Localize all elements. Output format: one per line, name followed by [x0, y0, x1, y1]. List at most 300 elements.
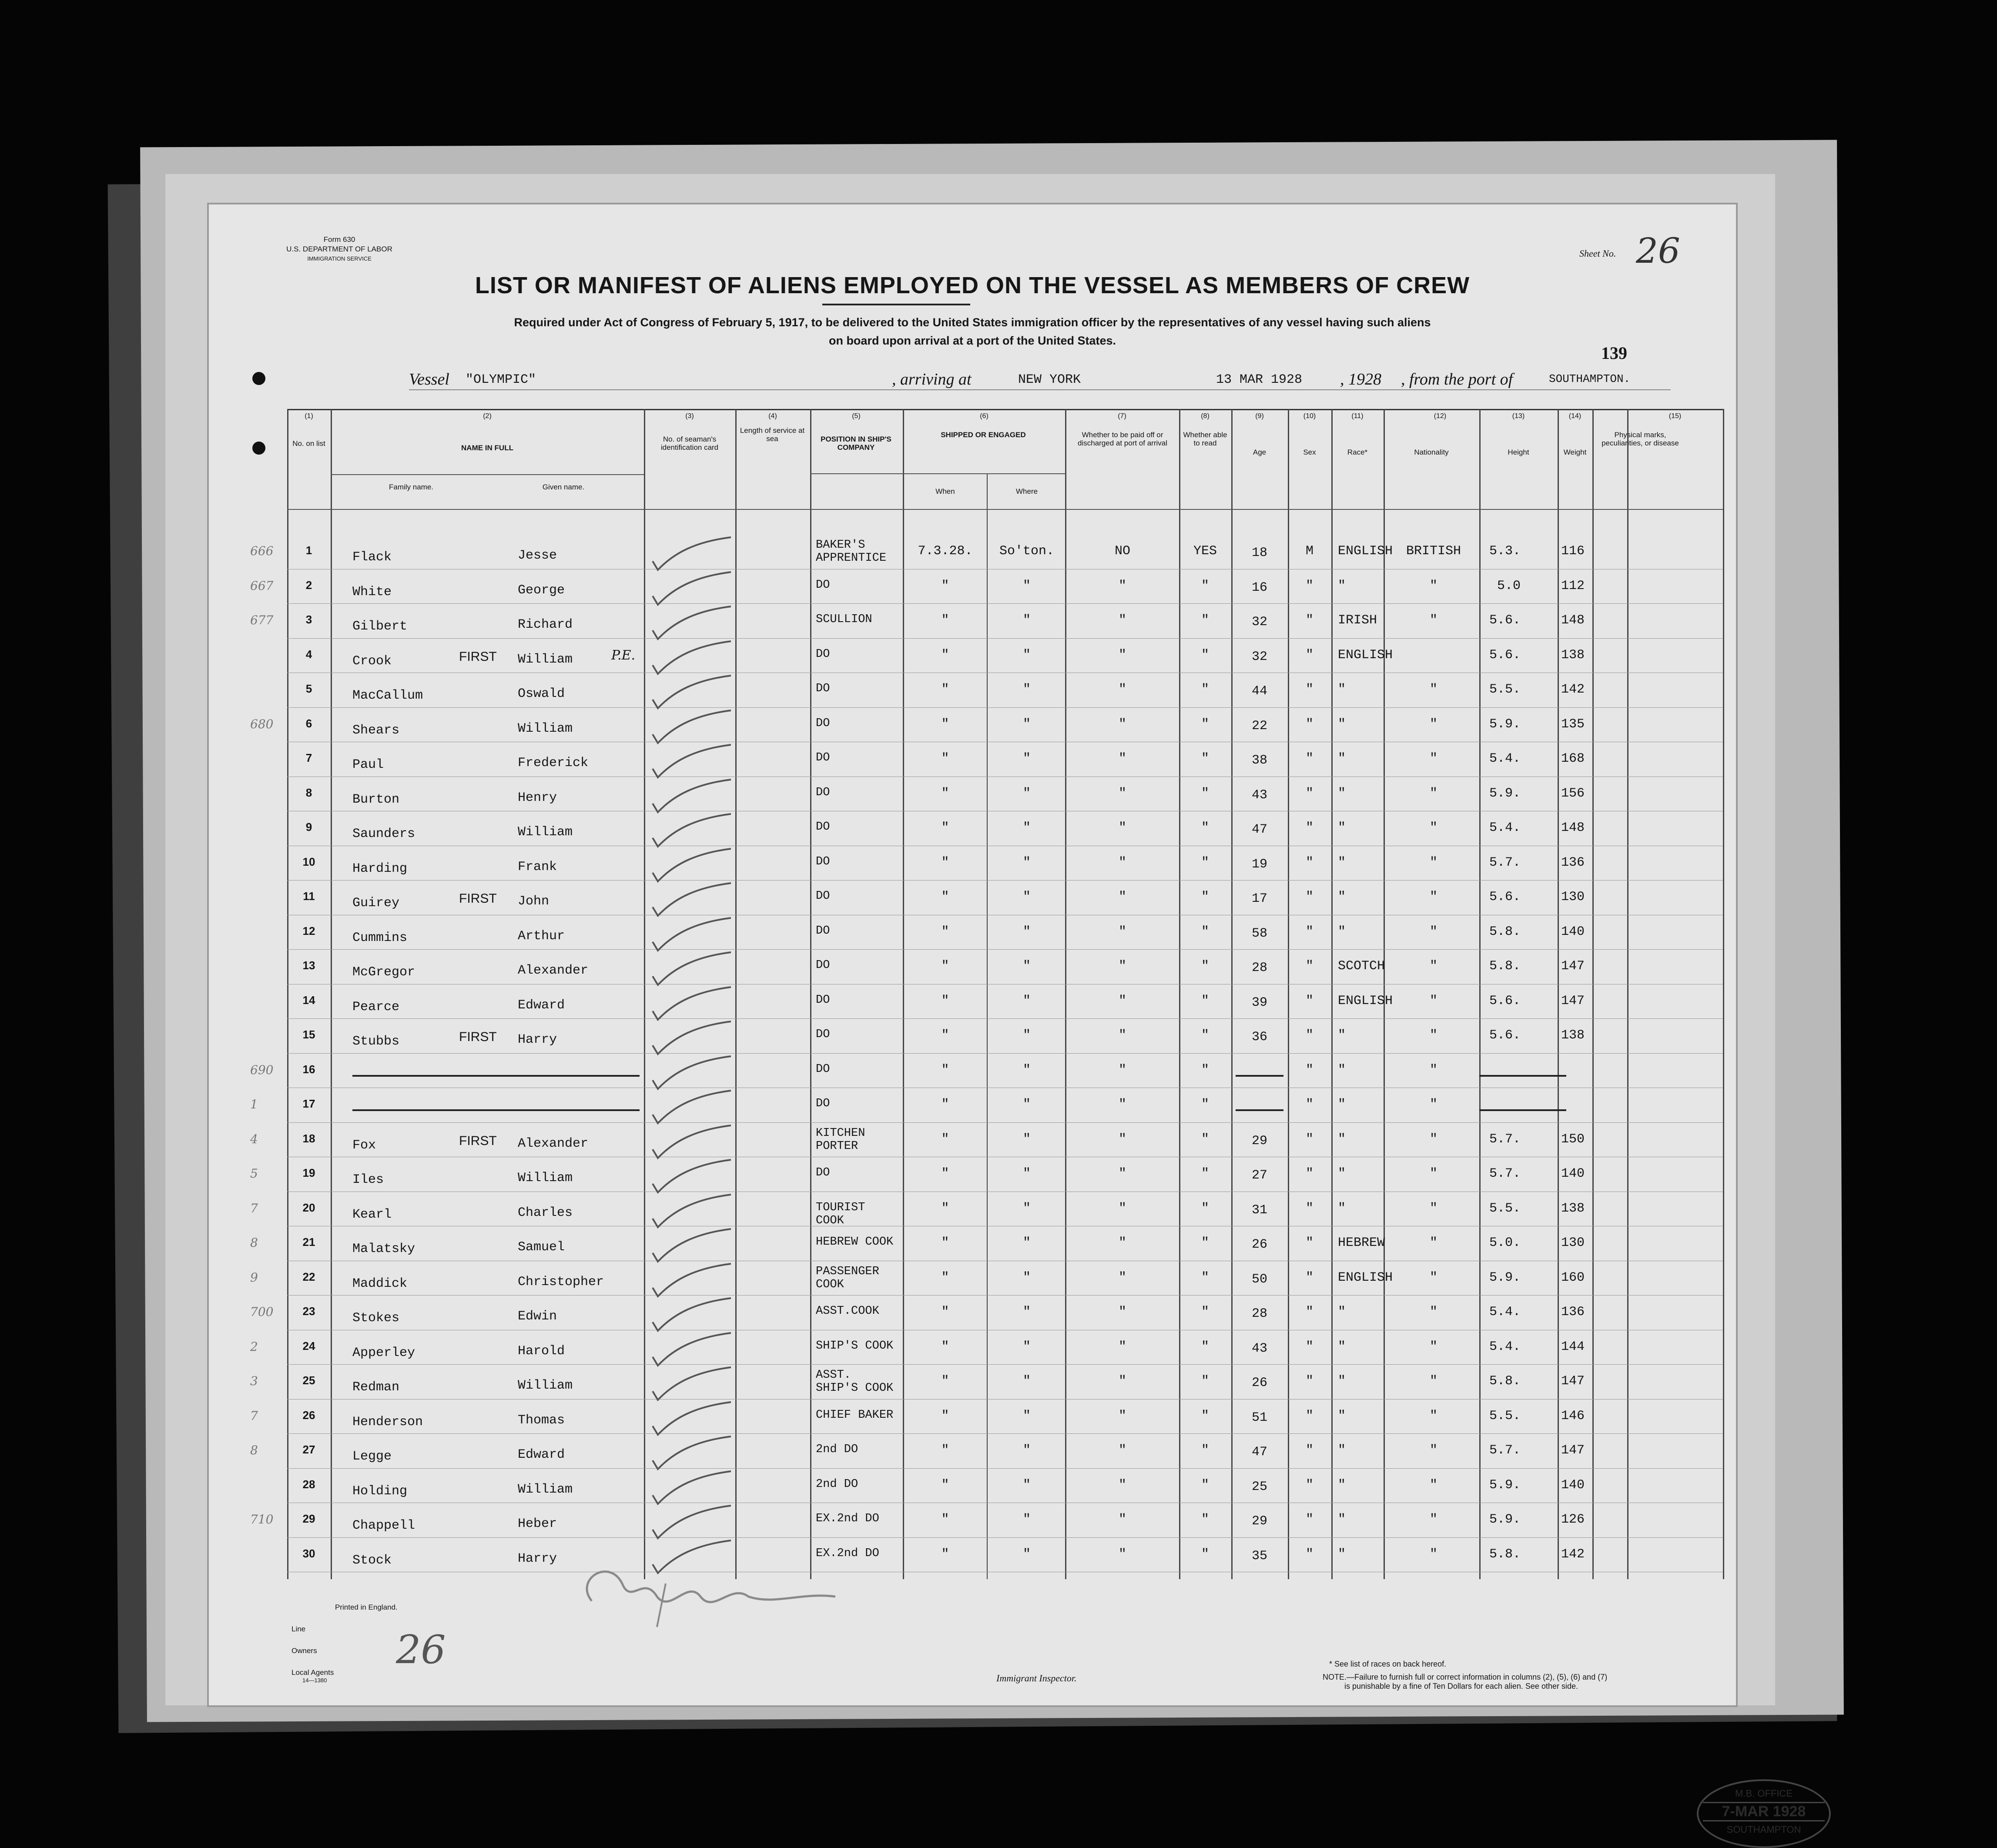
race: " — [1338, 1512, 1346, 1527]
row-number: 27 — [302, 1443, 315, 1456]
header-name-in-full: NAME IN FULL — [461, 444, 513, 452]
height: 5.0. — [1489, 1235, 1521, 1250]
sex: " — [1305, 993, 1313, 1008]
check-mark — [648, 1123, 735, 1162]
able-to-read: " — [1201, 716, 1209, 732]
row-number: 26 — [302, 1408, 315, 1422]
paid-off: " — [1118, 820, 1126, 835]
shipped-where: " — [1022, 751, 1031, 766]
shipped-where: " — [1022, 1270, 1031, 1285]
sex: " — [1305, 820, 1313, 835]
column-number: (6) — [980, 412, 988, 420]
height: 5.6. — [1489, 890, 1521, 904]
able-to-read: " — [1201, 890, 1209, 904]
shipped-when: " — [941, 578, 949, 593]
column-number: (2) — [483, 412, 492, 420]
age: 51 — [1251, 1410, 1267, 1425]
weight: 130 — [1561, 890, 1585, 904]
column-rule — [810, 473, 1065, 474]
height: 5.5. — [1489, 1408, 1521, 1423]
row-rule — [287, 1433, 1723, 1434]
margin-note: 8 — [250, 1443, 258, 1457]
header-id-card: No. of seaman's identification card — [660, 435, 719, 452]
shipped-when: " — [941, 1166, 949, 1181]
check-mark — [648, 985, 735, 1024]
nationality: " — [1429, 751, 1437, 766]
header-bottom-rule — [287, 509, 1723, 510]
given-name: Christopher — [518, 1274, 604, 1289]
shipped-when: " — [941, 716, 949, 732]
column-number: (5) — [852, 412, 861, 420]
age: 19 — [1251, 857, 1267, 872]
nationality: " — [1429, 855, 1437, 870]
age: 44 — [1251, 684, 1267, 699]
shipped-where: " — [1022, 578, 1031, 593]
given-name: Harry — [518, 1551, 557, 1566]
column-number: (12) — [1434, 412, 1447, 420]
nationality: " — [1429, 1339, 1437, 1354]
family-name: Paul — [352, 757, 384, 772]
race: ENGLISH — [1338, 993, 1393, 1008]
able-to-read: " — [1201, 613, 1209, 628]
nationality: " — [1429, 1374, 1437, 1389]
weight: 144 — [1561, 1339, 1585, 1354]
row-number: 23 — [302, 1305, 315, 1318]
nationality: " — [1429, 924, 1437, 939]
weight: 138 — [1561, 1028, 1585, 1043]
paid-off: " — [1118, 1235, 1126, 1250]
paid-off: " — [1118, 1339, 1126, 1354]
shipped-where: " — [1022, 716, 1031, 732]
check-mark — [648, 1262, 735, 1301]
margin-note: 677 — [250, 613, 274, 627]
line-label: Line — [292, 1625, 306, 1633]
check-mark — [648, 1158, 735, 1197]
column-number: (3) — [685, 412, 694, 420]
position: EX.2nd DO — [816, 1512, 879, 1525]
height: 5.7. — [1489, 1443, 1521, 1458]
family-name: Guirey — [352, 896, 400, 911]
column-number: (13) — [1512, 412, 1525, 420]
position: KITCHEN PORTER — [816, 1126, 865, 1153]
header-able-read: Whether able to read — [1183, 431, 1227, 447]
weight: 138 — [1561, 1201, 1585, 1216]
sex: " — [1305, 1097, 1313, 1112]
nationality: " — [1429, 993, 1437, 1008]
row-rule — [287, 1295, 1723, 1296]
column-number: (1) — [305, 412, 313, 420]
paid-off: " — [1118, 1270, 1126, 1285]
shipped-when: " — [941, 1201, 949, 1216]
sex: " — [1305, 1201, 1313, 1216]
shipped-where: " — [1022, 1547, 1031, 1562]
margin-note: 7 — [250, 1201, 258, 1215]
sex: " — [1305, 890, 1313, 904]
shipped-when: " — [941, 890, 949, 904]
family-name: Holding — [352, 1483, 408, 1499]
sex: " — [1305, 959, 1313, 974]
family-name: Maddick — [352, 1276, 408, 1291]
nationality: " — [1429, 1132, 1437, 1147]
race: " — [1338, 1201, 1346, 1216]
shipped-when: " — [941, 786, 949, 801]
margin-note: 4 — [250, 1132, 258, 1146]
shipped-where: " — [1022, 1201, 1031, 1216]
height: 5.7. — [1489, 855, 1521, 870]
from-label: , from the port of — [1401, 370, 1513, 388]
check-mark — [648, 708, 735, 747]
nationality: BRITISH — [1406, 544, 1461, 559]
shipped-where: " — [1022, 993, 1031, 1008]
height: 5.8. — [1489, 959, 1521, 974]
position: SCULLION — [816, 613, 872, 626]
age: 29 — [1251, 1133, 1267, 1148]
race: " — [1338, 1408, 1346, 1423]
race: " — [1338, 1547, 1346, 1562]
vessel-underline — [409, 389, 1671, 390]
margin-note: 2 — [250, 1339, 258, 1354]
margin-note: 667 — [250, 578, 274, 593]
sex: M — [1305, 544, 1313, 559]
column-number: (7) — [1118, 412, 1126, 420]
owners-label: Owners — [292, 1647, 317, 1655]
paid-off: " — [1118, 855, 1126, 870]
shipped-when: " — [941, 959, 949, 974]
position: ASST.COOK — [816, 1305, 879, 1318]
shipped-when: " — [941, 1305, 949, 1319]
strike-line — [352, 1075, 640, 1077]
sex: " — [1305, 855, 1313, 870]
row-number: 24 — [302, 1339, 315, 1353]
row-number: 12 — [302, 924, 315, 937]
paid-off: " — [1118, 1201, 1126, 1216]
race: IRISH — [1338, 613, 1377, 628]
strike-line — [1479, 1109, 1566, 1111]
age: 47 — [1251, 1445, 1267, 1460]
header-age: Age — [1253, 448, 1267, 456]
weight: 136 — [1561, 1305, 1585, 1319]
strike-line — [1236, 1109, 1283, 1111]
able-to-read: " — [1201, 1270, 1209, 1285]
first-class-note: FIRST — [459, 891, 497, 906]
header-length-service: Length of service at sea — [740, 426, 805, 443]
race: " — [1338, 716, 1346, 732]
age: 32 — [1251, 649, 1267, 664]
sex: " — [1305, 716, 1313, 732]
shipped-where: " — [1022, 1339, 1031, 1354]
able-to-read: " — [1201, 855, 1209, 870]
family-name: Chappell — [352, 1518, 415, 1533]
paid-off: " — [1118, 682, 1126, 697]
height: 5.3. — [1489, 544, 1521, 559]
margin-note: 700 — [250, 1305, 274, 1319]
row-number: 25 — [302, 1374, 315, 1387]
paid-off: " — [1118, 1512, 1126, 1527]
row-number: 4 — [305, 647, 312, 661]
row-number: 10 — [302, 855, 315, 868]
family-name: Gilbert — [352, 619, 408, 634]
given-name: Edwin — [518, 1309, 557, 1324]
stamp-date: 7-MAR 1928 — [1703, 1802, 1825, 1821]
shipped-when: " — [941, 1477, 949, 1493]
age: 28 — [1251, 961, 1267, 975]
page-number: 139 — [1601, 343, 1627, 363]
paid-off: " — [1118, 959, 1126, 974]
header-given-name: Given name. — [542, 483, 585, 491]
race: " — [1338, 682, 1346, 697]
sex: " — [1305, 1374, 1313, 1389]
nationality: " — [1429, 1547, 1437, 1562]
check-mark — [648, 1088, 735, 1128]
position: DO — [816, 959, 830, 972]
position: HEBREW COOK — [816, 1235, 894, 1249]
row-number: 29 — [302, 1512, 315, 1525]
weight: 140 — [1561, 924, 1585, 939]
nationality: " — [1429, 1235, 1437, 1250]
able-to-read: " — [1201, 682, 1209, 697]
arrival-date: 13 MAR 1928 — [1216, 372, 1303, 387]
position: DO — [816, 1166, 830, 1179]
row-number: 20 — [302, 1201, 315, 1214]
able-to-read: " — [1201, 820, 1209, 835]
column-rule — [1065, 409, 1066, 1579]
column-rule — [1592, 409, 1594, 1579]
given-name: John — [518, 894, 550, 909]
shipped-where: " — [1022, 1408, 1031, 1423]
given-name: William — [518, 1482, 573, 1497]
document-title: LIST OR MANIFEST OF ALIENS EMPLOYED ON THE VESSEL AS MEMBERS OF CREW — [475, 272, 1470, 298]
header-when: When — [935, 487, 955, 495]
check-mark — [648, 1054, 735, 1093]
sex: " — [1305, 1443, 1313, 1458]
manifest-sheet — [209, 204, 1806, 1835]
column-rule — [1627, 409, 1628, 1579]
row-rule — [287, 603, 1723, 604]
strike-line — [1236, 1075, 1283, 1077]
race: " — [1338, 1339, 1346, 1354]
race: ENGLISH — [1338, 544, 1393, 559]
able-to-read: " — [1201, 751, 1209, 766]
height: 5.4. — [1489, 751, 1521, 766]
paid-off: " — [1118, 786, 1126, 801]
service: IMMIGRATION SERVICE — [307, 255, 372, 262]
header-where: Where — [1015, 487, 1038, 495]
family-name: Fox — [352, 1138, 376, 1153]
margin-note: 3 — [250, 1374, 258, 1388]
punch-hole — [252, 372, 265, 385]
margin-note: 1 — [250, 1097, 258, 1111]
paid-off: " — [1118, 1132, 1126, 1147]
departure-port: SOUTHAMPTON. — [1549, 372, 1631, 385]
shipped-where: " — [1022, 647, 1031, 663]
check-mark — [648, 847, 735, 886]
row-number: 1 — [305, 544, 312, 557]
family-name: Crook — [352, 653, 392, 669]
paid-off: " — [1118, 647, 1126, 663]
nationality: " — [1429, 786, 1437, 801]
given-name: Harold — [518, 1343, 565, 1359]
column-rule — [735, 409, 737, 1579]
shipped-where: " — [1022, 855, 1031, 870]
race: " — [1338, 1062, 1346, 1078]
position: DO — [816, 1028, 830, 1041]
paid-off: " — [1118, 890, 1126, 904]
given-name: William — [518, 1378, 573, 1393]
family-name: Shears — [352, 723, 400, 738]
family-name: Cummins — [352, 930, 408, 945]
height: 5.5. — [1489, 1201, 1521, 1216]
sex: " — [1305, 1305, 1313, 1319]
sex: " — [1305, 578, 1313, 593]
weight: 116 — [1561, 544, 1585, 559]
column-number: (11) — [1351, 412, 1364, 420]
able-to-read: " — [1201, 786, 1209, 801]
age: 31 — [1251, 1202, 1267, 1218]
column-rule — [987, 474, 988, 1579]
table-top-border — [287, 409, 1723, 410]
height: 5.8. — [1489, 1374, 1521, 1389]
race: " — [1338, 1374, 1346, 1389]
nationality: " — [1429, 1408, 1437, 1423]
family-name: Burton — [352, 792, 400, 807]
sex: " — [1305, 1477, 1313, 1493]
nationality: " — [1429, 820, 1437, 835]
shipped-when: " — [941, 993, 949, 1008]
nationality: " — [1429, 1443, 1437, 1458]
given-name: William — [518, 652, 573, 667]
header-shipped: SHIPPED OR ENGAGED — [941, 431, 1026, 439]
family-name: Apperley — [352, 1345, 415, 1360]
age: 50 — [1251, 1272, 1267, 1287]
inspector-signature — [557, 1531, 970, 1631]
family-name: Redman — [352, 1380, 400, 1395]
row-rule — [287, 1053, 1723, 1054]
height: 5.9. — [1489, 786, 1521, 801]
race: " — [1338, 1443, 1346, 1458]
given-name: Charles — [518, 1205, 573, 1220]
age: 26 — [1251, 1237, 1267, 1252]
able-to-read: " — [1201, 1408, 1209, 1423]
family-name: Kearl — [352, 1207, 392, 1222]
family-name: Stock — [352, 1553, 392, 1568]
row-rule — [287, 1537, 1723, 1538]
age: 16 — [1251, 580, 1267, 595]
shipped-when: " — [941, 1132, 949, 1147]
shipped-where: " — [1022, 786, 1031, 801]
row-number: 30 — [302, 1547, 315, 1560]
nationality: " — [1429, 959, 1437, 974]
sex: " — [1305, 1166, 1313, 1181]
paid-off: " — [1118, 716, 1126, 732]
nationality: " — [1429, 613, 1437, 628]
age: 27 — [1251, 1168, 1267, 1183]
position: EX.2nd DO — [816, 1547, 879, 1560]
height: 5.7. — [1489, 1166, 1521, 1181]
margin-note: 710 — [250, 1512, 274, 1527]
check-mark — [648, 812, 735, 851]
given-name: Richard — [518, 617, 573, 632]
able-to-read: " — [1201, 1339, 1209, 1354]
form-header — [274, 235, 405, 264]
family-name: Stokes — [352, 1311, 400, 1326]
paid-off: " — [1118, 1097, 1126, 1112]
paid-off: " — [1118, 751, 1126, 766]
shipped-when: " — [941, 1408, 949, 1423]
able-to-read: " — [1201, 1097, 1209, 1112]
race: " — [1338, 890, 1346, 904]
race: " — [1338, 1097, 1346, 1112]
row-number: 2 — [305, 578, 312, 592]
races-note: * See list of races on back hereof. — [1329, 1660, 1447, 1668]
able-to-read: " — [1201, 578, 1209, 593]
shipped-when: " — [941, 1547, 949, 1562]
check-mark — [648, 604, 735, 643]
column-rule — [644, 409, 645, 1579]
strike-line — [352, 1109, 640, 1111]
stamp-bottom: SOUTHAMPTON — [1726, 1824, 1801, 1835]
paid-off: " — [1118, 1062, 1126, 1078]
age: 26 — [1251, 1376, 1267, 1390]
shipped-when: " — [941, 820, 949, 835]
margin-note: 8 — [250, 1235, 258, 1250]
check-mark — [648, 881, 735, 920]
weight: 140 — [1561, 1477, 1585, 1493]
check-mark — [648, 1192, 735, 1232]
row-number: 18 — [302, 1132, 315, 1145]
position: TOURIST COOK — [816, 1201, 865, 1227]
column-number: (8) — [1201, 412, 1210, 420]
shipped-where: " — [1022, 1028, 1031, 1043]
able-to-read: " — [1201, 1235, 1209, 1250]
check-mark — [648, 1331, 735, 1370]
given-name: George — [518, 583, 565, 598]
arrival-port: NEW YORK — [1018, 372, 1081, 387]
nationality: " — [1429, 1097, 1437, 1112]
given-name: Frederick — [518, 756, 589, 770]
subtitle-line-1: Required under Act of Congress of February 5, 1917, to be delivered to the United States immigration officer by the representatives of any vessel having such aliens — [514, 316, 1431, 329]
height: 5.9. — [1489, 1270, 1521, 1285]
given-name: Thomas — [518, 1413, 565, 1428]
shipped-when: " — [941, 1235, 949, 1250]
height: 5.6. — [1489, 613, 1521, 628]
able-to-read: " — [1201, 1132, 1209, 1147]
paid-off: " — [1118, 1166, 1126, 1181]
check-mark — [648, 916, 735, 955]
column-number: (14) — [1568, 412, 1582, 420]
header-height: Height — [1508, 448, 1529, 456]
subtitle-line-2: on board upon arrival at a port of the United States. — [828, 334, 1116, 347]
check-mark — [648, 1434, 735, 1473]
shipped-where: " — [1022, 1097, 1031, 1112]
weight: 147 — [1561, 959, 1585, 974]
column-rule — [1288, 409, 1289, 1579]
shipped-when: " — [941, 1097, 949, 1112]
given-name: Samuel — [518, 1240, 565, 1255]
sex: " — [1305, 613, 1313, 628]
inspector-label: Immigrant Inspector. — [996, 1673, 1077, 1684]
able-to-read: " — [1201, 1477, 1209, 1493]
shipped-when: " — [941, 1443, 949, 1458]
height: 5.8. — [1489, 924, 1521, 939]
weight: 168 — [1561, 751, 1585, 766]
row-number: 28 — [302, 1477, 315, 1491]
row-rule — [287, 1364, 1723, 1365]
sex: " — [1305, 1062, 1313, 1078]
family-name: Malatsky — [352, 1242, 415, 1256]
form-number: Form 630 — [323, 235, 355, 244]
able-to-read: " — [1201, 1547, 1209, 1562]
height: 5.9. — [1489, 1512, 1521, 1527]
